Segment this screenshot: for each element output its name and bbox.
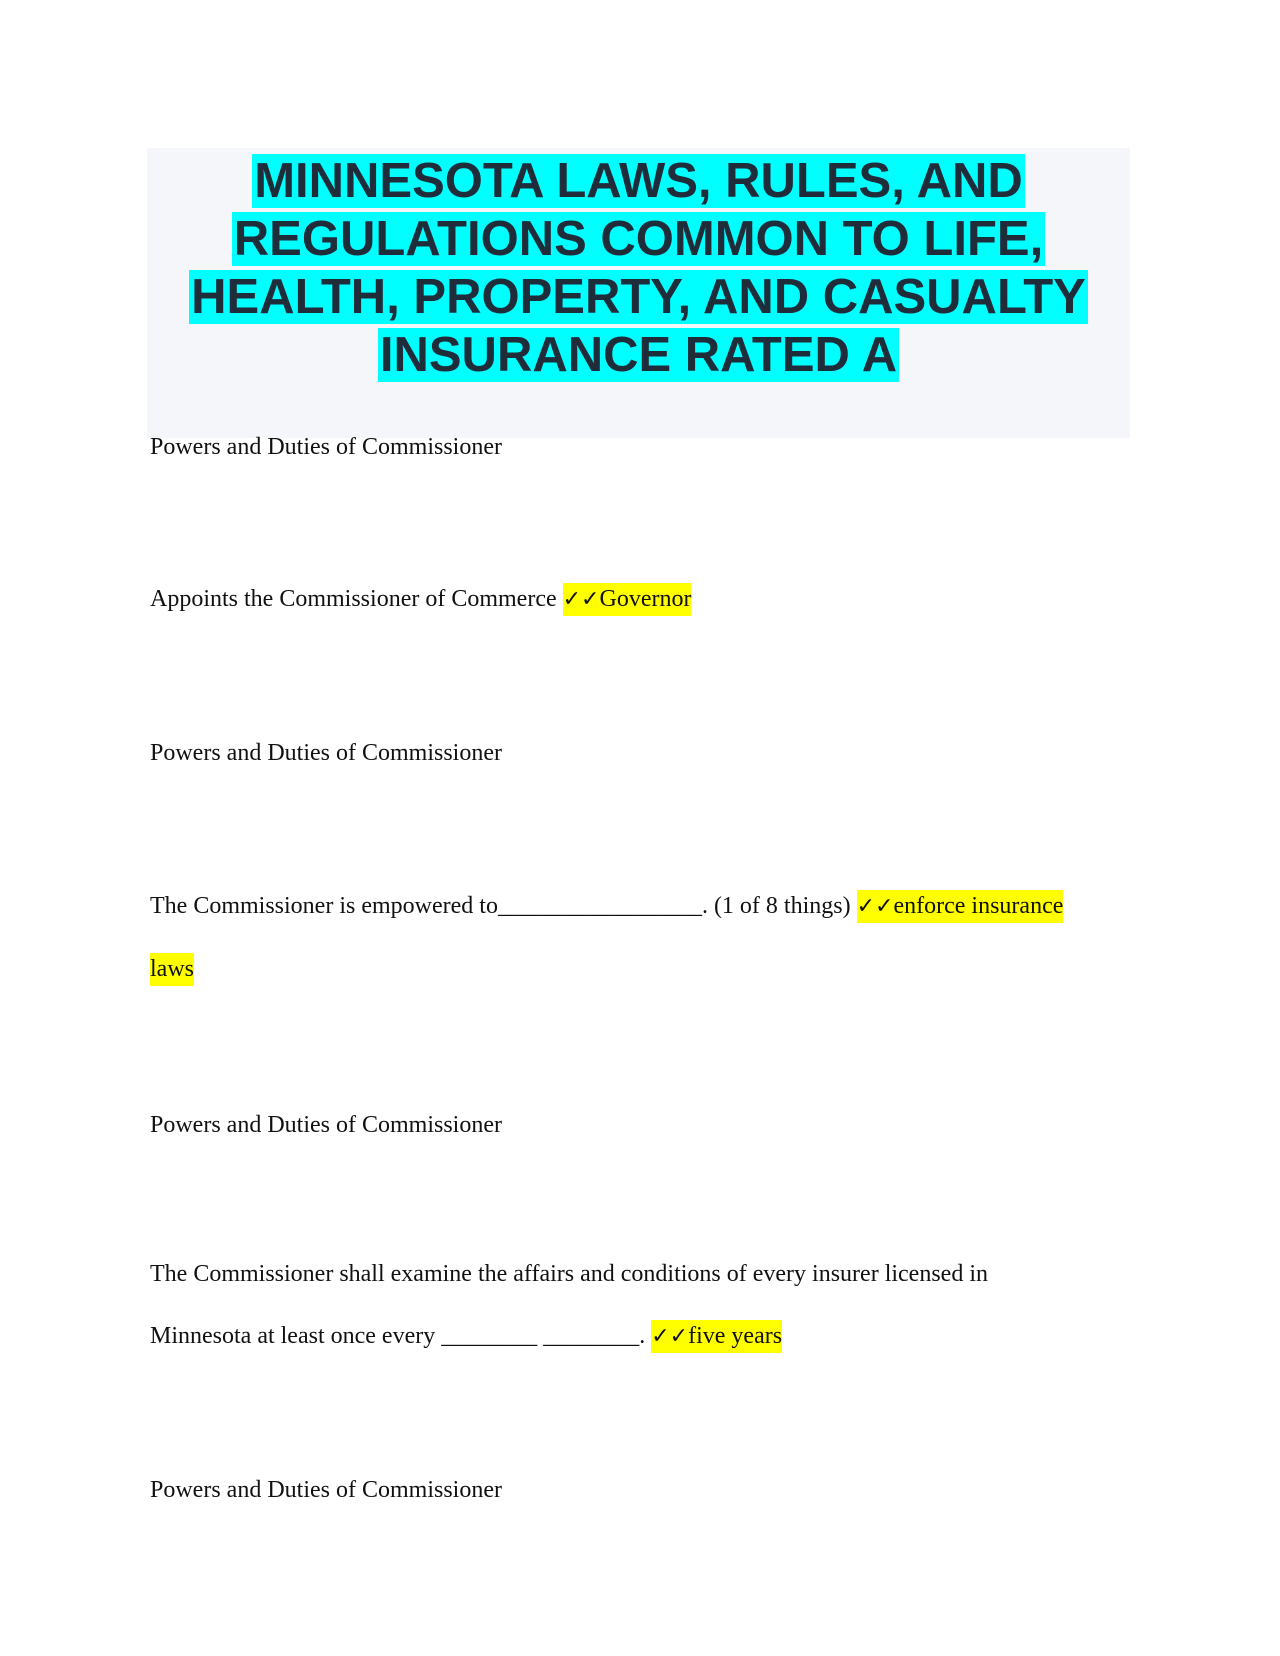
card-1-question: Appoints the Commissioner of Commerce <box>150 586 563 612</box>
title-line-3: HEALTH, PROPERTY, AND CASUALTY <box>191 270 1086 324</box>
card-2-answer-line-2: laws <box>150 953 194 986</box>
card-3-question-line-2 <box>150 1322 782 1351</box>
card-2-answer-line-1: enforce insurance <box>893 893 1064 919</box>
document-title <box>147 152 1130 384</box>
card-3-heading: Powers and Duties of Commissioner <box>150 1112 502 1138</box>
card-1-answer-highlight <box>563 583 692 616</box>
card-1-answer: Governor <box>599 586 692 612</box>
card-2-answer-continued <box>150 955 194 983</box>
title-line-2: REGULATIONS COMMON TO LIFE, <box>233 212 1044 266</box>
check-icon: ✓✓ <box>562 587 600 612</box>
card-4-heading: Powers and Duties of Commissioner <box>150 1477 502 1503</box>
card-3-question-line-1: The Commissioner shall examine the affairs and conditions of every insurer licensed in <box>150 1261 988 1287</box>
card-1-heading: Powers and Duties of Commissioner <box>150 434 502 460</box>
card-2-answer-highlight <box>857 890 1064 923</box>
card-1-question-line <box>150 585 691 614</box>
card-2-heading: Powers and Duties of Commissioner <box>150 740 502 766</box>
card-2-question-line <box>150 892 1063 921</box>
title-line-4: INSURANCE RATED A <box>379 328 898 382</box>
card-3-question: Minnesota at least once every ________ ________. <box>150 1323 652 1349</box>
card-3-answer-highlight <box>651 1320 782 1353</box>
check-icon: ✓✓ <box>856 894 894 919</box>
title-line-1: MINNESOTA LAWS, RULES, AND <box>254 154 1023 208</box>
card-2-question: The Commissioner is empowered to_________________. (1 of 8 things) <box>150 893 857 919</box>
check-icon: ✓✓ <box>651 1324 689 1349</box>
card-3-answer: five years <box>688 1323 783 1349</box>
